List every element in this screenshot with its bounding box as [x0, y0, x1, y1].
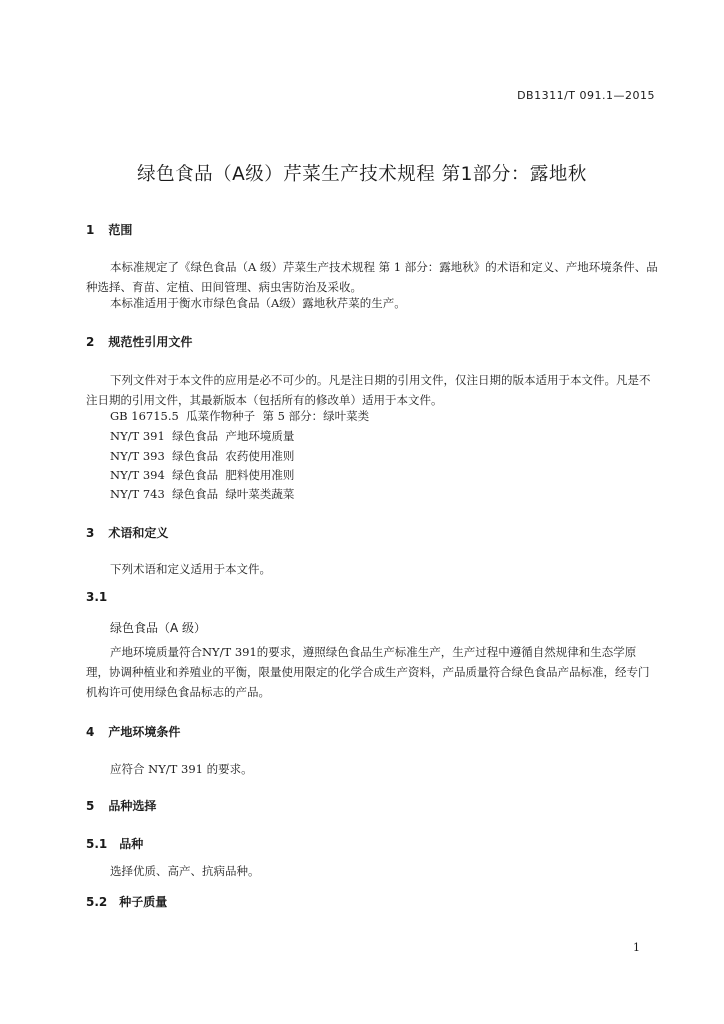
- paragraph-text: 下列术语和定义适用于本文件。: [110, 562, 271, 576]
- section-title: 术语和定义: [108, 526, 169, 540]
- subsection-3-1-number: 3.1: [86, 590, 108, 604]
- section-5-heading: [86, 797, 156, 814]
- section-1-heading: [86, 221, 132, 238]
- section-title: 品种选择: [108, 799, 157, 813]
- paragraph-text: 下列文件对于本文件的应用是必不可少的。凡是注日期的引用文件，仅注日期的版本适用于本文件。凡是不注日期的引用文件，其最新版本（包括所有的修改单）适用于本文件。: [86, 373, 651, 407]
- section-2-paragraph-1: [86, 370, 658, 410]
- paragraph-text: 产地环境质量符合NY/T 391的要求，遵照绿色食品生产标准生产，生产过程中遵循自然规律和生态学原理，协调种植业和养殖业的平衡，限量使用限定的化学合成生产资料，产品质量符合绿色食品产品标准，经专门机构许可使用绿色食品标志的产品。: [86, 645, 650, 699]
- section-number: 2: [86, 335, 95, 349]
- section-title: 品种: [119, 837, 144, 851]
- subsection-5-1-heading: [86, 835, 143, 852]
- section-number: 5: [86, 799, 95, 813]
- section-4-heading: [86, 723, 180, 740]
- section-number: 1: [86, 223, 95, 237]
- reference-item: NY/T 394 绿色食品 肥料使用准则: [110, 468, 295, 482]
- page-number: 1: [633, 941, 640, 954]
- subsection-5-1-paragraph: [86, 861, 658, 881]
- term-heading: 绿色食品（A 级）: [110, 621, 207, 635]
- section-1-paragraph-1: [86, 257, 658, 297]
- term-definition: [86, 642, 658, 702]
- paragraph-text: 选择优质、高产、抗病品种。: [110, 864, 260, 878]
- section-4-paragraph-1: [86, 759, 658, 779]
- section-2-heading: [86, 333, 192, 350]
- section-title: 范围: [108, 223, 133, 237]
- section-title: 产地环境条件: [108, 725, 181, 739]
- section-1-paragraph-2: [86, 293, 658, 313]
- subsection-5-2-heading: [86, 893, 167, 910]
- section-title: 种子质量: [119, 895, 168, 909]
- paragraph-text: 本标准适用于衡水市绿色食品（A级）露地秋芹菜的生产。: [110, 296, 406, 310]
- section-number: 3: [86, 526, 95, 540]
- section-number: 5.2: [86, 895, 108, 909]
- paragraph-text: 本标准规定了《绿色食品（A 级）芹菜生产技术规程 第 1 部分：露地秋》的术语和定义、产地环境条件、品种选择、育苗、定植、田间管理、病虫害防治及采收。: [86, 260, 658, 294]
- reference-item: NY/T 743 绿色食品 绿叶菜类蔬菜: [110, 487, 295, 501]
- section-number: 5.1: [86, 837, 108, 851]
- section-3-paragraph-1: [86, 559, 658, 579]
- section-title: 规范性引用文件: [108, 335, 193, 349]
- section-number: 4: [86, 725, 95, 739]
- paragraph-text: 应符合 NY/T 391 的要求。: [110, 762, 253, 776]
- document-title: 绿色食品（A级）芹菜生产技术规程 第1部分：露地秋: [137, 164, 587, 185]
- section-3-heading: [86, 524, 168, 541]
- reference-item: GB 16715.5 瓜菜作物种子 第 5 部分：绿叶菜类: [110, 409, 370, 423]
- reference-item: NY/T 393 绿色食品 农药使用准则: [110, 449, 295, 463]
- standard-code: DB1311/T 091.1—2015: [517, 89, 655, 102]
- reference-item: NY/T 391 绿色食品 产地环境质量: [110, 429, 295, 443]
